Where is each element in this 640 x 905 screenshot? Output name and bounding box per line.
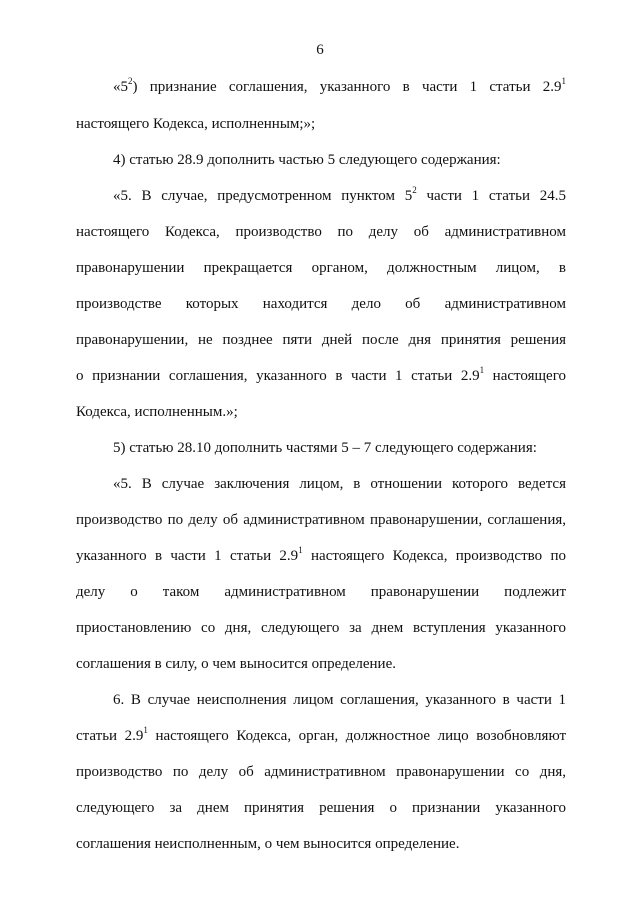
text-fragment: следующего за днем принятия решения о признании указанного: [76, 800, 566, 816]
page-number: 6: [316, 42, 324, 58]
text-fragment: 4) статью 28.9 дополнить частью 5 следующего содержания:: [113, 152, 501, 168]
text-fragment: 5) статью 28.10 дополнить частями 5 – 7 следующего содержания:: [113, 440, 537, 456]
text-fragment: «5. В случае заключения лицом, в отношении которого ведется: [113, 476, 566, 492]
superscript: 2: [412, 185, 417, 195]
text-line: [76, 762, 566, 782]
text-fragment: о признании соглашения, указанного в части 1 статьи 2.9: [76, 368, 480, 384]
text-fragment: соглашения в силу, о чем выносится определение.: [76, 656, 396, 672]
text-line: [76, 798, 566, 818]
superscript: 1: [561, 76, 566, 86]
text-fragment: производство по делу об административном правонарушении со дня,: [76, 764, 566, 780]
text-line: [76, 366, 566, 386]
text-line: [113, 474, 566, 494]
text-line: [76, 834, 566, 854]
text-fragment: статьи 2.9: [76, 728, 144, 744]
text-fragment: указанного в части 1 статьи 2.9: [76, 548, 299, 564]
text-fragment: настоящего Кодекса, производство по делу об административном: [76, 224, 566, 240]
text-fragment: части 1 статьи 24.5: [416, 188, 566, 204]
text-fragment: производство по делу об административном правонарушении, соглашения,: [76, 512, 566, 528]
text-line: [76, 330, 566, 350]
text-fragment: Кодекса, исполненным.»;: [76, 404, 238, 420]
superscript: 2: [128, 76, 133, 86]
text-fragment: делу о таком административном правонарушении подлежит: [76, 584, 566, 600]
text-fragment: ) признание соглашения, указанного в части 1 статьи 2.9: [132, 79, 562, 95]
text-fragment: 6. В случае неисполнения лицом соглашения, указанного в части 1: [113, 692, 566, 708]
text-line: [76, 402, 566, 422]
text-fragment: правонарушении, не позднее пяти дней после дня принятия решения: [76, 332, 566, 348]
text-fragment: «5. В случае, предусмотренном пунктом 5: [113, 188, 413, 204]
superscript: 1: [143, 725, 148, 735]
text-line: [76, 510, 566, 530]
text-line: [113, 438, 566, 458]
text-fragment: приостановлению со дня, следующего за днем вступления указанного: [76, 620, 566, 636]
text-line: [76, 222, 566, 242]
text-line: [76, 618, 566, 638]
text-line: [76, 294, 566, 314]
text-line: [76, 654, 566, 674]
text-fragment: «5: [113, 79, 128, 95]
text-line: [113, 186, 566, 206]
text-line: [76, 114, 566, 134]
text-fragment: правонарушении прекращается органом, должностным лицом, в: [76, 260, 566, 276]
text-line: [76, 546, 566, 566]
text-line: [76, 258, 566, 278]
text-line: [76, 726, 566, 746]
superscript: 1: [298, 545, 303, 555]
superscript: 1: [479, 365, 485, 375]
text-fragment: производстве которых находится дело об административном: [76, 296, 566, 312]
text-fragment: соглашения неисполненным, о чем выносится определение.: [76, 836, 460, 852]
text-fragment: настоящего Кодекса, исполненным;»;: [76, 116, 316, 132]
text-fragment: настоящего: [484, 368, 566, 384]
text-line: [113, 690, 566, 710]
text-line: [113, 77, 566, 97]
text-line: [76, 582, 566, 602]
text-line: [113, 150, 566, 170]
text-fragment: настоящего Кодекса, орган, должностное лицо возобновляют: [147, 728, 567, 744]
text-fragment: настоящего Кодекса, производство по: [302, 548, 566, 564]
